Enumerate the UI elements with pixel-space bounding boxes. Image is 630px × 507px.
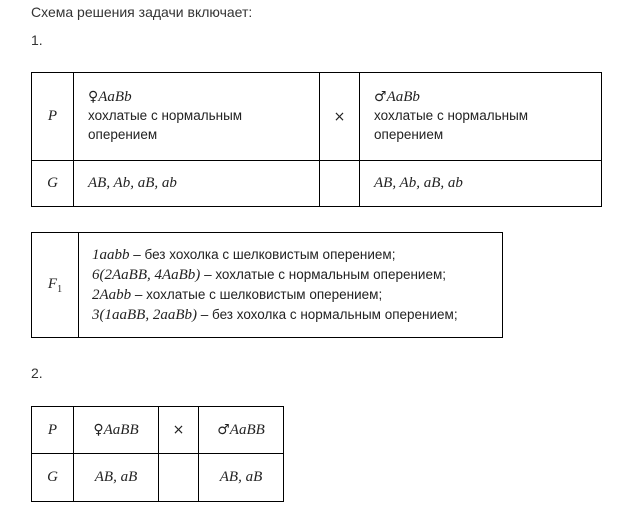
gametes-row: [32, 161, 602, 207]
male-gametes: AB, Ab, aB, ab: [360, 161, 602, 207]
male-genotype: AaBb: [386, 89, 420, 105]
f1-row-4: 3(1aaBB, 2aaBb) – без хохолка с нормальным оперением;: [92, 307, 458, 323]
p-label-2: P: [32, 407, 74, 454]
female-phenotype-line2: оперением: [88, 127, 158, 142]
male-phenotype-line1: хохлатые с нормальным: [374, 108, 529, 123]
cross-cell: [320, 73, 360, 161]
male-parent-cell: [360, 73, 602, 161]
female-sign-icon: ♀: [88, 89, 99, 105]
male-sign-icon: ♂: [374, 89, 387, 105]
cross-table-2: [31, 406, 284, 502]
male-phenotype-line2: оперением: [374, 127, 444, 142]
empty-cell: [320, 161, 360, 207]
f1-row-3: 2Aabb – хохлатые с шелковистым оперением;: [92, 287, 383, 303]
f1-label: $F_1$: [32, 233, 79, 338]
cross-icon: ×: [172, 422, 185, 438]
g-label-2: G: [32, 454, 74, 502]
section-2-number: 2.: [31, 365, 43, 381]
male-gametes-2: AB, aB: [199, 454, 284, 502]
parents-row: [32, 73, 602, 161]
g-label: G: [32, 161, 74, 207]
cross-cell-2: [159, 407, 199, 454]
female-phenotype-line1: хохлатые с нормальным: [88, 108, 243, 123]
f1-row-1: 1aabb – без хохолка с шелковистым оперением;: [92, 247, 396, 263]
p-label: P: [32, 73, 74, 161]
f1-offspring-cell: [79, 233, 503, 338]
f1-row-2: 6(2AaBB, 4AaBb) – хохлатые с нормальным оперением;: [92, 267, 447, 283]
f1-table: [31, 232, 503, 338]
male-parent-cell-2: ♂AaBB: [199, 407, 284, 454]
cross-table-1: [31, 72, 602, 207]
male-sign-icon: ♂: [217, 421, 230, 438]
section-1-number: 1.: [31, 32, 43, 48]
female-genotype: AaBb: [98, 89, 132, 105]
female-parent-cell: [74, 73, 320, 161]
female-parent-cell-2: ♀AaBB: [74, 407, 159, 454]
cross-icon: ×: [333, 108, 346, 125]
female-sign-icon: ♀: [93, 421, 104, 438]
intro-text: Схема решения задачи включает:: [31, 4, 253, 20]
gametes-row-2: [32, 454, 284, 502]
female-gametes-2: AB, aB: [74, 454, 159, 502]
empty-cell-2: [159, 454, 199, 502]
female-gametes: AB, Ab, aB, ab: [74, 161, 320, 207]
parents-row-2: [32, 407, 284, 454]
